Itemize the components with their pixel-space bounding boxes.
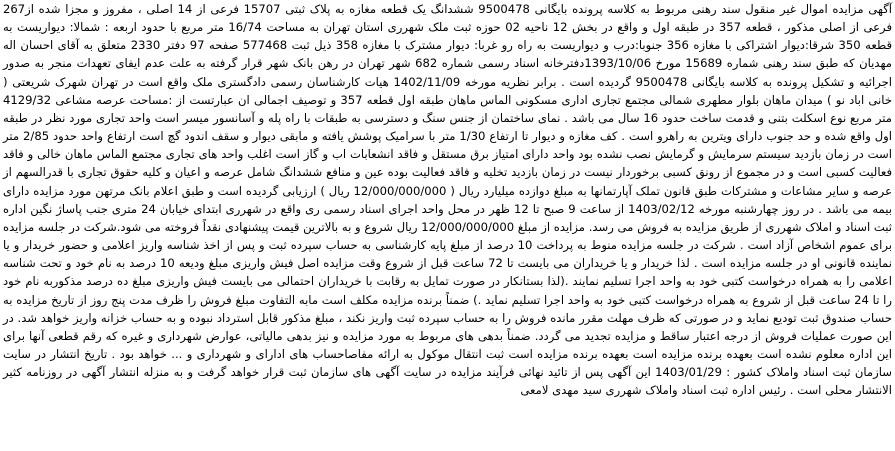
notice-body-text: آگهی مزایده اموال غیر منقول سند رهنی مربوط به کلاسه پرونده بایگانی 9500478 ششدانگ یک قطعه مغازه به پلاک ثبتی 15707 فرعی از 14 اصلی ، مفروز و مجزا شده از267 فرعی از اصلی مذکور ، قطعه 357 در طبقه اول و واقع در بخش 12 ناحیه 02 حوزه ثبت ملک شهرری استان تهران به مساحت 16/74 متر مربع با حدود اربعه : شمالا: دیواریست به قطعه 350 شرقا:دیوار اشتراکی با مغازه 356 جنوبا:درب و دیواریست به راه رو غربا: دیوار مشترک با مغازه 358 ذیل ثبت 577468 صفحه 97 دفتر 2330 متعلق به آقای احسان اله مهدیان که طبق سند رهنی شماره 15689 مورخ 1393/10/06دفترخانه اسناد رسمی شماره 682 شهر تهران در رهن بانک شهر قرار گرفته به علت عدم ایفای تعهدات منجر به صدور اجرائیه و تشکیل پرونده به کلاسه بایگانی 9500478 گردیده است . برابر نظریه مورخه 1402/11/09 هیات کارشناسان رسمی دادگستری ملک واقع است در تهران شهرک شریعتی ( خانی اباد نو ) میدان ماهان بلوار مطهری شمالی مجتمع تجاری اداری مسکونی الماس ماهان طبقه اول قطعه 357 و توصیف اجمالی ان عبارتست از :مساحت عرصه مشاعی 4129/32 متر مربع نوع اسکلت بتنی و قدمت ساخت حدود 16 سال می باشد . نمای ساختمان از جنس سنگ و دسترسی به طبقات با راه پله و آسانسور میسر است واحد تجاری مورد نظر در طبقه اول واقع شده و حد جنوب دارای ویترین به راهرو است . کف مغازه و دیوار تا ارتفاع 1/30 متر با سرامیک پوشش یافته و مابقی دیوار و سقف اندود گچ است ارتفاع واحد حدود 2/85 متر است در زمان بازدید سیستم سرمایش و گرمایش نصب نشده بود واحد دارای امتیاز برق مستقل و فاقد انشعابات اب و گاز است اغلب واحد های تجاری مجتمع الماس ماهان خالی و فاقد فعالیت کسبی است و در مجموع از رونق کسبی برخوردار نیست در زمان بازدید تخلیه و فاقد فعالیت بوده عین و منافع ششدانگ شامل عرصه و اعیان و کلیه حقوق تجاری با قدرالسهم از عرصه و سایر مشاعات و مشترکات طبق قانون تملک آپارتمانها به مبلغ دوازده میلیارد ریال ( 12/000/000/000 ریال ) ارزیابی گردیده است و طبق اعلام بانک مرتهن مورد مزایده دارای بیمه می باشد . در روز چهارشنبه مورخه 1403/02/12 از ساعت 9 صبح تا 12 ظهر در محل واحد اجرای اسناد رسمی ری واقع در شهرری ابتدای خیابان 24 متری جنب پاساژ نگین اداره ثبت اسناد و املاک شهرری از طریق مزایده به فروش می رسد. مزایده از مبلغ 12/000/000/000 ریال شروع و به بالاترین قیمت پیشنهادی نقداً فروخته می شود.شرکت در جلسه مزایده برای عموم اشخاص آزاد است . شرکت در جلسه مزایده منوط به پرداخت 10 درصد از مبلغ پایه کارشناسی به حساب سپرده ثبت و پس از اخذ شناسه واریز اعلامی و حضور خریدار و یا نماینده قانونی او در جلسه مزایده است . لذا خریدار و یا خریداران می بایست تا 72 ساعت قبل از شروع وقت مزایده اصل فیش واریزی مبلغ ودیعه 10 درصد به نام خود و تحت شناسه اعلامی را به همراه درخواست کتبی خود به واحد اجرا تسلیم نمایند .(لذا بستانکار در صورت تمایل به رقابت با خریداران احتمالی می بایست فیش واریزی مبلغ ده درصد مذکوربه نام خود را تا 24 ساعت قبل از شروع به همراه درخواست کتبی خود به واحد اجرا تسلیم نماید .) ضمناً برنده مزایده مکلف است مابه التفاوت مبلغ فروش را ظرف مدت پنج روز از تاریخ مزایده به حساب صندوق ثبت تودیع نماید و در صورتی که ظرف مهلت مقرر مانده فروش را به حساب سپرده ثبت واریز نکند ، مبلغ مذکور قابل استرداد نبوده و به حساب خزانه واریز خواهد شد. در این صورت عملیات فروش از درجه اعتبار ساقط و مزایده تجدید می گردد. ضمناً بدهی های مربوط به مورد مزایده و نیز بدهی مالیاتی، عوارض شهرداری و غیره که رقم قطعی آنها برای این اداره معلوم نشده است بعهده برنده مزایده است بعهده برنده مزایده است ثبت انتقال موکول به ارائه مفاصاحساب های ادارای و شهرداری و ... خواهد بود . تاریخ انتشار در سایت سازمان ثبت اسناد واملاک کشور : 1403/01/29 این آگهی پس از تائید نهائی فرآیند مزایده در سایت آگهی های سازمان ثبت قرار خواهد گرفت و به منزله انتشار آگهی در روزنامه کثیر الانتشار محلی است . رئیس اداره ثبت اسناد واملاک شهرری سید مهدی لامعی [3, 2, 893, 398]
